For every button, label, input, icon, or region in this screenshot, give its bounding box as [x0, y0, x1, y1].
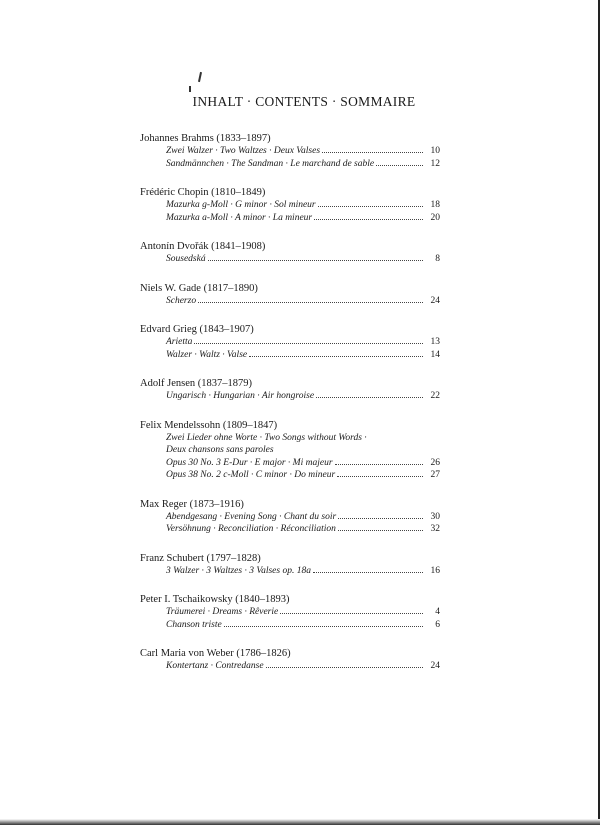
piece-title: Ungarisch · Hungarian · Air hongroise [166, 391, 315, 401]
toc-entry [140, 432, 440, 445]
piece-title: Träumerei · Dreams · Rêverie [166, 607, 279, 617]
composer-section [140, 323, 440, 361]
piece-title: Zwei Walzer · Two Waltzes · Deux Valses [166, 146, 321, 156]
dot-leader [249, 356, 423, 357]
piece-title: Sousedská [166, 254, 206, 264]
dot-leader [313, 572, 423, 573]
composer-name: Adolf Jensen (1837–1879) [140, 378, 252, 389]
composer-section [140, 419, 440, 482]
page-number: 12 [430, 158, 440, 169]
dot-leader [280, 613, 423, 614]
composer-name: Felix Mendelssohn (1809–1847) [140, 419, 278, 431]
piece-title: Opus 38 No. 2 c-Moll · C minor · Do mineur [166, 470, 336, 480]
toc-entry [140, 565, 440, 578]
piece-title: Deux chansons sans paroles [166, 445, 274, 455]
toc-entry [140, 390, 440, 403]
toc-entry [140, 336, 440, 349]
page-number: 27 [430, 470, 440, 480]
page-number: 16 [430, 565, 440, 576]
toc-entry [140, 660, 440, 673]
dot-leader [224, 626, 423, 627]
composer-section [140, 498, 440, 536]
composer-name: Carl Maria von Weber (1786–1826) [140, 648, 291, 659]
piece-title: Mazurka a-Moll · A minor · La mineur [166, 212, 313, 223]
page-number: 30 [430, 511, 440, 522]
composer-section [140, 132, 440, 170]
toc-entry [140, 212, 440, 225]
composer-section [140, 240, 440, 266]
dot-leader [337, 476, 423, 477]
piece-title: Abendgesang · Evening Song · Chant du soir [166, 511, 337, 522]
piece-title: Sandmännchen · The Sandman · Le marchand de sable [166, 158, 375, 169]
toc-entry [140, 606, 440, 619]
composer-name: Max Reger (1873–1916) [140, 498, 244, 510]
dot-leader [314, 219, 423, 220]
composer-name: Frédéric Chopin (1810–1849) [140, 187, 266, 198]
page-number: 14 [430, 349, 440, 360]
toc-entry [140, 469, 440, 482]
piece-title: Scherzo [166, 295, 197, 306]
dot-leader [194, 343, 423, 344]
piece-title: Mazurka g-Moll · G minor · Sol mineur [166, 200, 316, 210]
dot-leader [338, 530, 423, 531]
toc-entry [140, 158, 440, 171]
piece-title: Walzer · Waltz · Valse [166, 349, 248, 360]
ink-mark-top [198, 72, 202, 82]
toc-entry [140, 199, 440, 212]
page-number: 10 [430, 146, 440, 156]
piece-title: Kontertanz · Contredanse [166, 661, 264, 671]
composer-section [140, 552, 440, 578]
piece-title: Versöhnung · Reconciliation · Réconciliation [166, 524, 336, 534]
toc-entry [140, 253, 440, 266]
composer-section [140, 377, 440, 403]
page-number: 24 [430, 661, 440, 671]
piece-title: 3 Walzer · 3 Waltzes · 3 Valses op. 18a [166, 565, 311, 576]
page-number: 8 [435, 254, 440, 264]
dot-leader [376, 165, 423, 166]
page-number: 13 [430, 337, 440, 347]
composer-section [140, 647, 440, 673]
page-number: 22 [430, 391, 440, 401]
table-of-contents [140, 132, 440, 689]
page-number: 20 [430, 212, 440, 223]
composer-name: Antonín Dvořák (1841–1908) [140, 241, 266, 252]
composer-name: Peter I. Tschaikowsky (1840–1893) [140, 594, 290, 605]
composer-name: Johannes Brahms (1833–1897) [140, 133, 271, 144]
piece-title: Arietta [166, 337, 193, 347]
dot-leader [198, 302, 423, 303]
page-number: 6 [435, 619, 440, 630]
page-number: 32 [430, 524, 440, 534]
composer-name: Niels W. Gade (1817–1890) [140, 282, 258, 294]
page-number: 18 [430, 200, 440, 210]
toc-entry [140, 349, 440, 362]
ink-mark-top-2 [189, 86, 191, 92]
page-number: 24 [430, 295, 440, 306]
dot-leader [208, 260, 423, 261]
toc-entry [140, 619, 440, 632]
page-title: INHALT · CONTENTS · SOMMAIRE [192, 94, 416, 109]
dot-leader [338, 518, 423, 519]
dot-leader [318, 206, 423, 207]
toc-entry [140, 457, 440, 470]
toc-entry [140, 444, 440, 457]
dot-leader [266, 667, 423, 668]
toc-entry [140, 295, 440, 308]
composer-name: Franz Schubert (1797–1828) [140, 552, 261, 564]
page-number: 26 [430, 457, 440, 468]
toc-entry [140, 511, 440, 524]
toc-entry [140, 145, 440, 158]
composer-section [140, 282, 440, 308]
piece-title: Opus 30 No. 3 E-Dur · E major · Mi majeur [166, 457, 333, 468]
page-edge [0, 819, 600, 825]
toc-entry [140, 523, 440, 536]
composer-section [140, 593, 440, 631]
composer-name: Edvard Grieg (1843–1907) [140, 324, 254, 335]
page-number: 4 [435, 607, 440, 617]
composer-section [140, 186, 440, 224]
dot-leader [335, 464, 423, 465]
piece-title: Chanson triste [166, 619, 222, 630]
dot-leader [322, 152, 423, 153]
dot-leader [316, 397, 423, 398]
piece-title: Zwei Lieder ohne Worte · Two Songs without Words · [166, 432, 367, 443]
